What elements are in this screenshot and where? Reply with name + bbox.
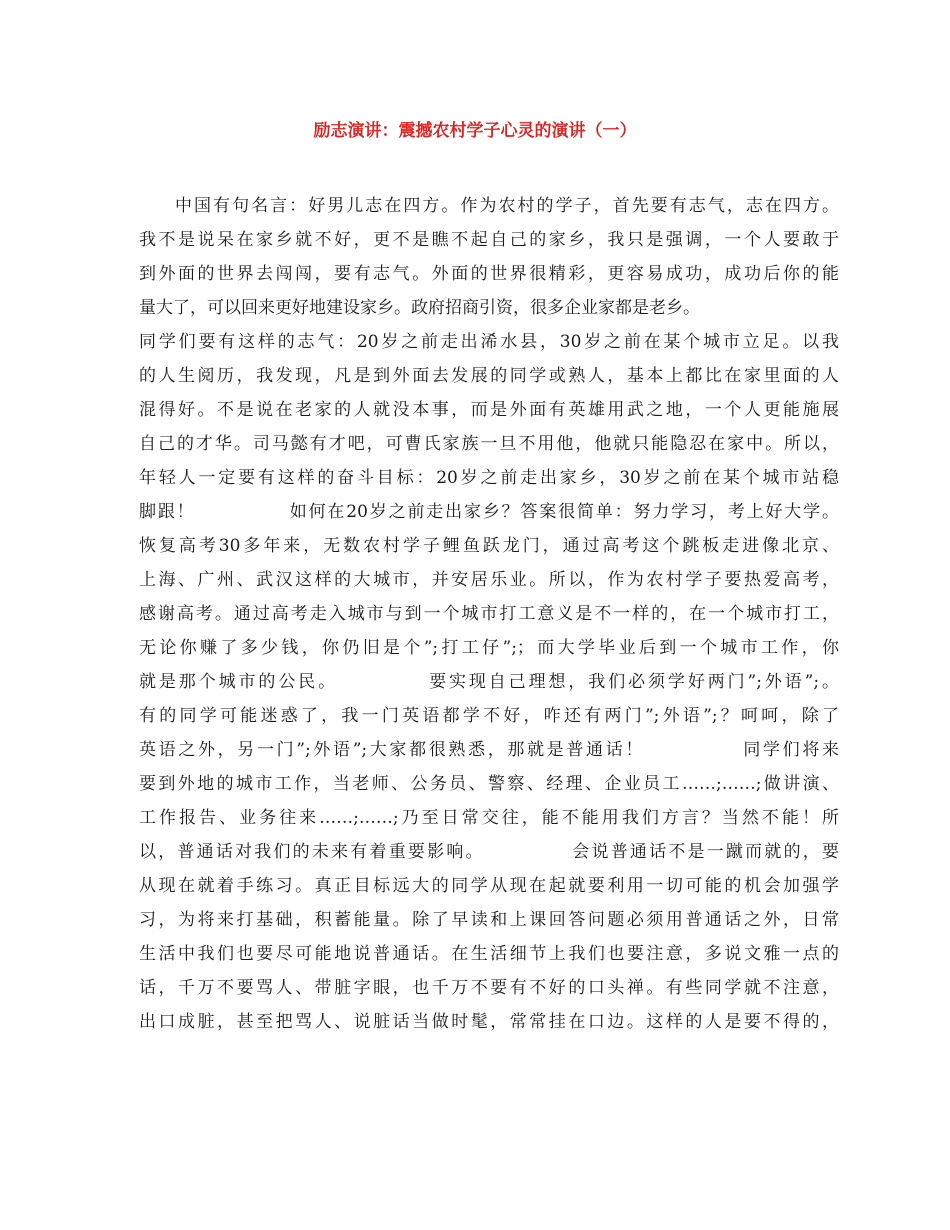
paragraph-line: 感谢高考。通过高考走入城市与到一个城市打工意义是不一样的，在一个城市打工， (139, 604, 839, 624)
document-title: 励志演讲：震撼农村学子心灵的演讲（一） (313, 121, 637, 141)
paragraph-line: 有的同学可能迷惑了，我一门英语都学不好，咋还有两门”;外语”;？呵呵，除了 (139, 706, 839, 726)
paragraph-line: 工作报告、业务往来……;……;乃至日常交往，能不能用我们方言？当然不能！所 (139, 808, 839, 828)
paragraph-line: 出口成脏，甚至把骂人、说脏话当做时髦，常常挂在口边。这样的人是要不得的， (139, 1012, 839, 1032)
paragraph-line: 年轻人一定要有这样的奋斗目标：20岁之前走出家乡，30岁之前在某个城市站稳 (139, 468, 839, 488)
paragraph-line: 从现在就着手练习。真正目标远大的同学从现在起就要利用一切可能的机会加强学 (139, 876, 839, 896)
paragraph-line: 要到外地的城市工作，当老师、公务员、警察、经理、企业员工……;……;做讲演、 (139, 774, 839, 794)
paragraph-line: 同学们要有这样的志气：20岁之前走出浠水县，30岁之前在某个城市立足。以我 (139, 332, 839, 352)
paragraph-line: 混得好。不是说在老家的人就没本事，而是外面有英雄用武之地，一个人更能施展 (139, 400, 839, 420)
paragraph-line: 脚跟！ 如何在20岁之前走出家乡？答案很简单：努力学习，考上好大学。 (139, 502, 839, 522)
paragraph-line: 恢复高考30多年来，无数农村学子鲤鱼跃龙门，通过高考这个跳板走进像北京、 (139, 536, 839, 556)
paragraph-line: 到外面的世界去闯闯，要有志气。外面的世界很精彩，更容易成功，成功后你的能 (139, 264, 839, 284)
paragraph-line: 自己的才华。司马懿有才吧，可曹氏家族一旦不用他，他就只能隐忍在家中。所以， (139, 434, 839, 454)
paragraph-line: 量大了，可以回来更好地建设家乡。政府招商引资，很多企业家都是老乡。 (139, 298, 700, 318)
paragraph-line: 英语之外，另一门”;外语”;大家都很熟悉，那就是普通话！ 同学们将来 (139, 740, 839, 760)
paragraph-line: 的人生阅历，我发现，凡是到外面去发展的同学或熟人，基本上都比在家里面的人 (139, 366, 839, 386)
paragraph-line: 以，普通话对我们的未来有着重要影响。 会说普通话不是一蹴而就的，要 (139, 842, 839, 862)
paragraph-line: 我不是说呆在家乡就不好，更不是瞧不起自己的家乡，我只是强调，一个人要敢于 (139, 230, 839, 250)
paragraph-line: 生活中我们也要尽可能地说普通话。在生活细节上我们也要注意，多说文雅一点的 (139, 944, 839, 964)
paragraph-line: 话，千万不要骂人、带脏字眼，也千万不要有不好的口头禅。有些同学就不注意， (139, 978, 839, 998)
paragraph-line: 习，为将来打基础，积蓄能量。除了早读和上课回答问题必须用普通话之外，日常 (139, 910, 839, 930)
paragraph-line: 中国有句名言：好男儿志在四方。作为农村的学子，首先要有志气，志在四方。 (175, 196, 839, 216)
paragraph-line: 上海、广州、武汉这样的大城市，并安居乐业。所以，作为农村学子要热爱高考， (139, 570, 839, 590)
paragraph-line: 无论你赚了多少钱，你仍旧是个”;打工仔”;；而大学毕业后到一个城市工作，你 (139, 638, 839, 658)
paragraph-line: 就是那个城市的公民。 要实现自己理想，我们必须学好两门”;外语”;。 (139, 672, 839, 692)
document-body (139, 189, 839, 1039)
